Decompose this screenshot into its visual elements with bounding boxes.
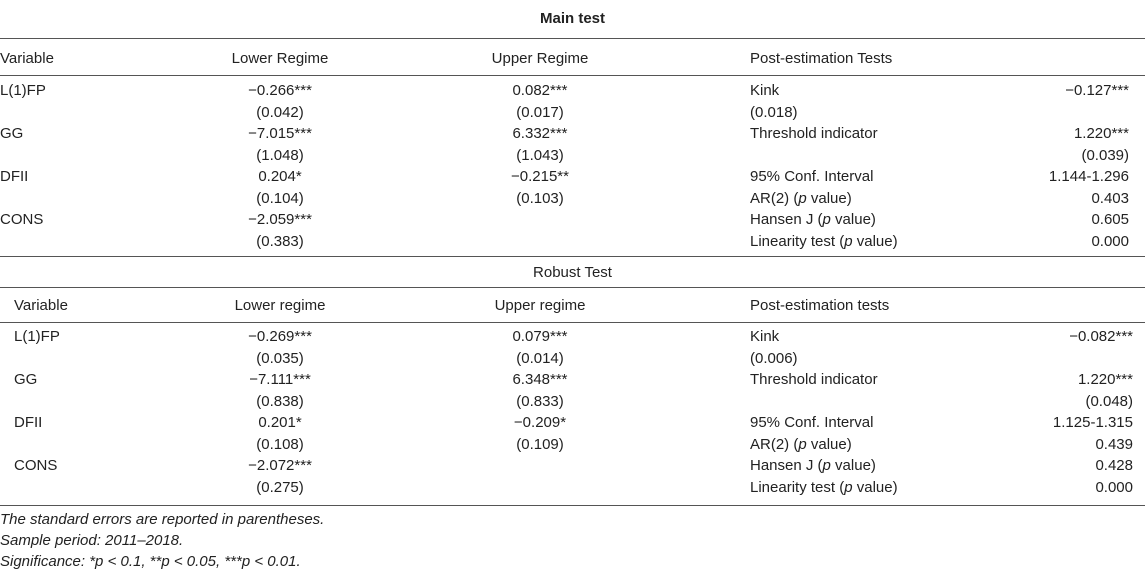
cell-variable: GG bbox=[14, 371, 38, 388]
cell-test-name: Threshold indicator bbox=[750, 125, 878, 142]
cell-test-value: −0.127*** bbox=[1065, 82, 1129, 99]
table-row bbox=[0, 166, 1145, 187]
table-row bbox=[0, 434, 1145, 455]
divider bbox=[0, 287, 1145, 288]
cell-test-value: 1.125-1.315 bbox=[1052, 414, 1133, 431]
cell-test-value: (0.048) bbox=[1085, 392, 1133, 410]
cell-test-name: (0.006) bbox=[750, 349, 798, 367]
table-row bbox=[0, 369, 1145, 390]
cell-upper-regime: (0.833) bbox=[516, 392, 564, 410]
cell-test-name: AR(2) (p value) bbox=[750, 435, 852, 453]
cell-upper-regime: 6.332*** bbox=[512, 125, 568, 142]
cell-upper-regime: (0.103) bbox=[516, 189, 564, 207]
table-row bbox=[0, 455, 1145, 476]
cell-test-value: 1.220*** bbox=[1077, 371, 1133, 388]
cell-upper-regime: (0.017) bbox=[516, 103, 564, 121]
cell-test-name: Threshold indicator bbox=[750, 371, 878, 388]
divider bbox=[0, 256, 1145, 257]
header-lower-regime: Lower regime bbox=[234, 297, 326, 314]
table-row bbox=[0, 412, 1145, 433]
cell-upper-regime: (0.109) bbox=[516, 435, 564, 453]
note-significance: Significance: *p < 0.1, **p < 0.05, ***p < 0.01. bbox=[0, 553, 301, 570]
table-row bbox=[0, 231, 1145, 252]
cell-test-value: 0.000 bbox=[1095, 478, 1133, 496]
main-test-title: Main test bbox=[539, 10, 605, 27]
cell-lower-regime: (0.035) bbox=[256, 349, 304, 367]
cell-lower-regime: (0.104) bbox=[256, 189, 304, 207]
robust-header-row bbox=[0, 295, 1145, 316]
cell-variable: L(1)FP bbox=[0, 82, 46, 99]
cell-variable: DFII bbox=[14, 414, 43, 431]
divider bbox=[0, 322, 1145, 323]
cell-variable: DFII bbox=[0, 168, 29, 185]
cell-test-name: (0.018) bbox=[750, 103, 798, 121]
table-row bbox=[0, 477, 1145, 498]
cell-upper-regime: 6.348*** bbox=[512, 371, 568, 388]
cell-test-name: Hansen J (p value) bbox=[750, 211, 876, 228]
table-row bbox=[0, 102, 1145, 123]
cell-lower-regime: (0.383) bbox=[256, 232, 304, 250]
note-sample-period: Sample period: 2011–2018. bbox=[0, 532, 184, 549]
header-lower-regime: Lower Regime bbox=[231, 50, 329, 67]
cell-test-value: (0.039) bbox=[1081, 146, 1129, 164]
table-row bbox=[0, 123, 1145, 144]
cell-variable: CONS bbox=[0, 211, 44, 228]
cell-upper-regime: 0.082*** bbox=[512, 82, 568, 99]
cell-test-value: −0.082*** bbox=[1069, 328, 1133, 345]
cell-variable: CONS bbox=[14, 457, 58, 474]
cell-test-name: 95% Conf. Interval bbox=[750, 168, 874, 185]
header-post-estimation: Post-estimation Tests bbox=[750, 50, 893, 67]
robust-test-title: Robust Test bbox=[533, 264, 612, 281]
cell-test-name: Kink bbox=[750, 82, 780, 99]
note-standard-errors: The standard errors are reported in parentheses. bbox=[0, 511, 325, 528]
divider bbox=[0, 505, 1145, 506]
table-row bbox=[0, 145, 1145, 166]
table-row bbox=[0, 348, 1145, 369]
table-row bbox=[0, 209, 1145, 230]
header-variable: Variable bbox=[0, 50, 54, 67]
cell-variable: GG bbox=[0, 125, 24, 142]
cell-test-name: 95% Conf. Interval bbox=[750, 414, 874, 431]
cell-upper-regime: 0.079*** bbox=[512, 328, 568, 345]
cell-lower-regime: 0.201* bbox=[258, 414, 302, 431]
cell-test-name: Linearity test (p value) bbox=[750, 232, 898, 250]
cell-test-name: Kink bbox=[750, 328, 780, 345]
cell-lower-regime: −7.111*** bbox=[249, 371, 311, 388]
divider bbox=[0, 75, 1145, 76]
cell-test-name: Hansen J (p value) bbox=[750, 457, 876, 474]
table-row bbox=[0, 80, 1145, 101]
cell-lower-regime: −7.015*** bbox=[248, 125, 312, 142]
cell-lower-regime: −2.059*** bbox=[248, 211, 312, 228]
cell-upper-regime: −0.209* bbox=[513, 414, 567, 431]
table-row bbox=[0, 391, 1145, 412]
cell-upper-regime: (0.014) bbox=[516, 349, 564, 367]
cell-test-value: 0.439 bbox=[1095, 435, 1133, 453]
header-upper-regime: Upper regime bbox=[494, 297, 586, 314]
cell-lower-regime: 0.204* bbox=[258, 168, 302, 185]
cell-test-value: 0.000 bbox=[1091, 232, 1129, 250]
header-upper-regime: Upper Regime bbox=[491, 50, 589, 67]
cell-lower-regime: −0.269*** bbox=[248, 328, 312, 345]
cell-lower-regime: (0.275) bbox=[256, 478, 304, 496]
cell-test-value: 1.144-1.296 bbox=[1048, 168, 1129, 185]
table-row bbox=[0, 188, 1145, 209]
cell-lower-regime: (1.048) bbox=[256, 146, 304, 164]
header-post-estimation: Post-estimation tests bbox=[750, 297, 890, 314]
header-variable: Variable bbox=[14, 297, 68, 314]
main-header-row bbox=[0, 48, 1145, 69]
cell-test-value: 1.220*** bbox=[1073, 125, 1129, 142]
cell-lower-regime: (0.108) bbox=[256, 435, 304, 453]
cell-lower-regime: −0.266*** bbox=[248, 82, 312, 99]
cell-test-value: 0.403 bbox=[1091, 189, 1129, 207]
divider bbox=[0, 38, 1145, 39]
table-row bbox=[0, 326, 1145, 347]
cell-lower-regime: (0.042) bbox=[256, 103, 304, 121]
cell-lower-regime: −2.072*** bbox=[248, 457, 312, 474]
cell-test-value: 0.605 bbox=[1091, 211, 1129, 228]
cell-test-value: 0.428 bbox=[1095, 457, 1133, 474]
cell-variable: L(1)FP bbox=[14, 328, 60, 345]
cell-test-name: AR(2) (p value) bbox=[750, 189, 852, 207]
cell-lower-regime: (0.838) bbox=[256, 392, 304, 410]
cell-upper-regime: −0.215** bbox=[511, 168, 569, 185]
cell-test-name: Linearity test (p value) bbox=[750, 478, 898, 496]
cell-upper-regime: (1.043) bbox=[516, 146, 564, 164]
